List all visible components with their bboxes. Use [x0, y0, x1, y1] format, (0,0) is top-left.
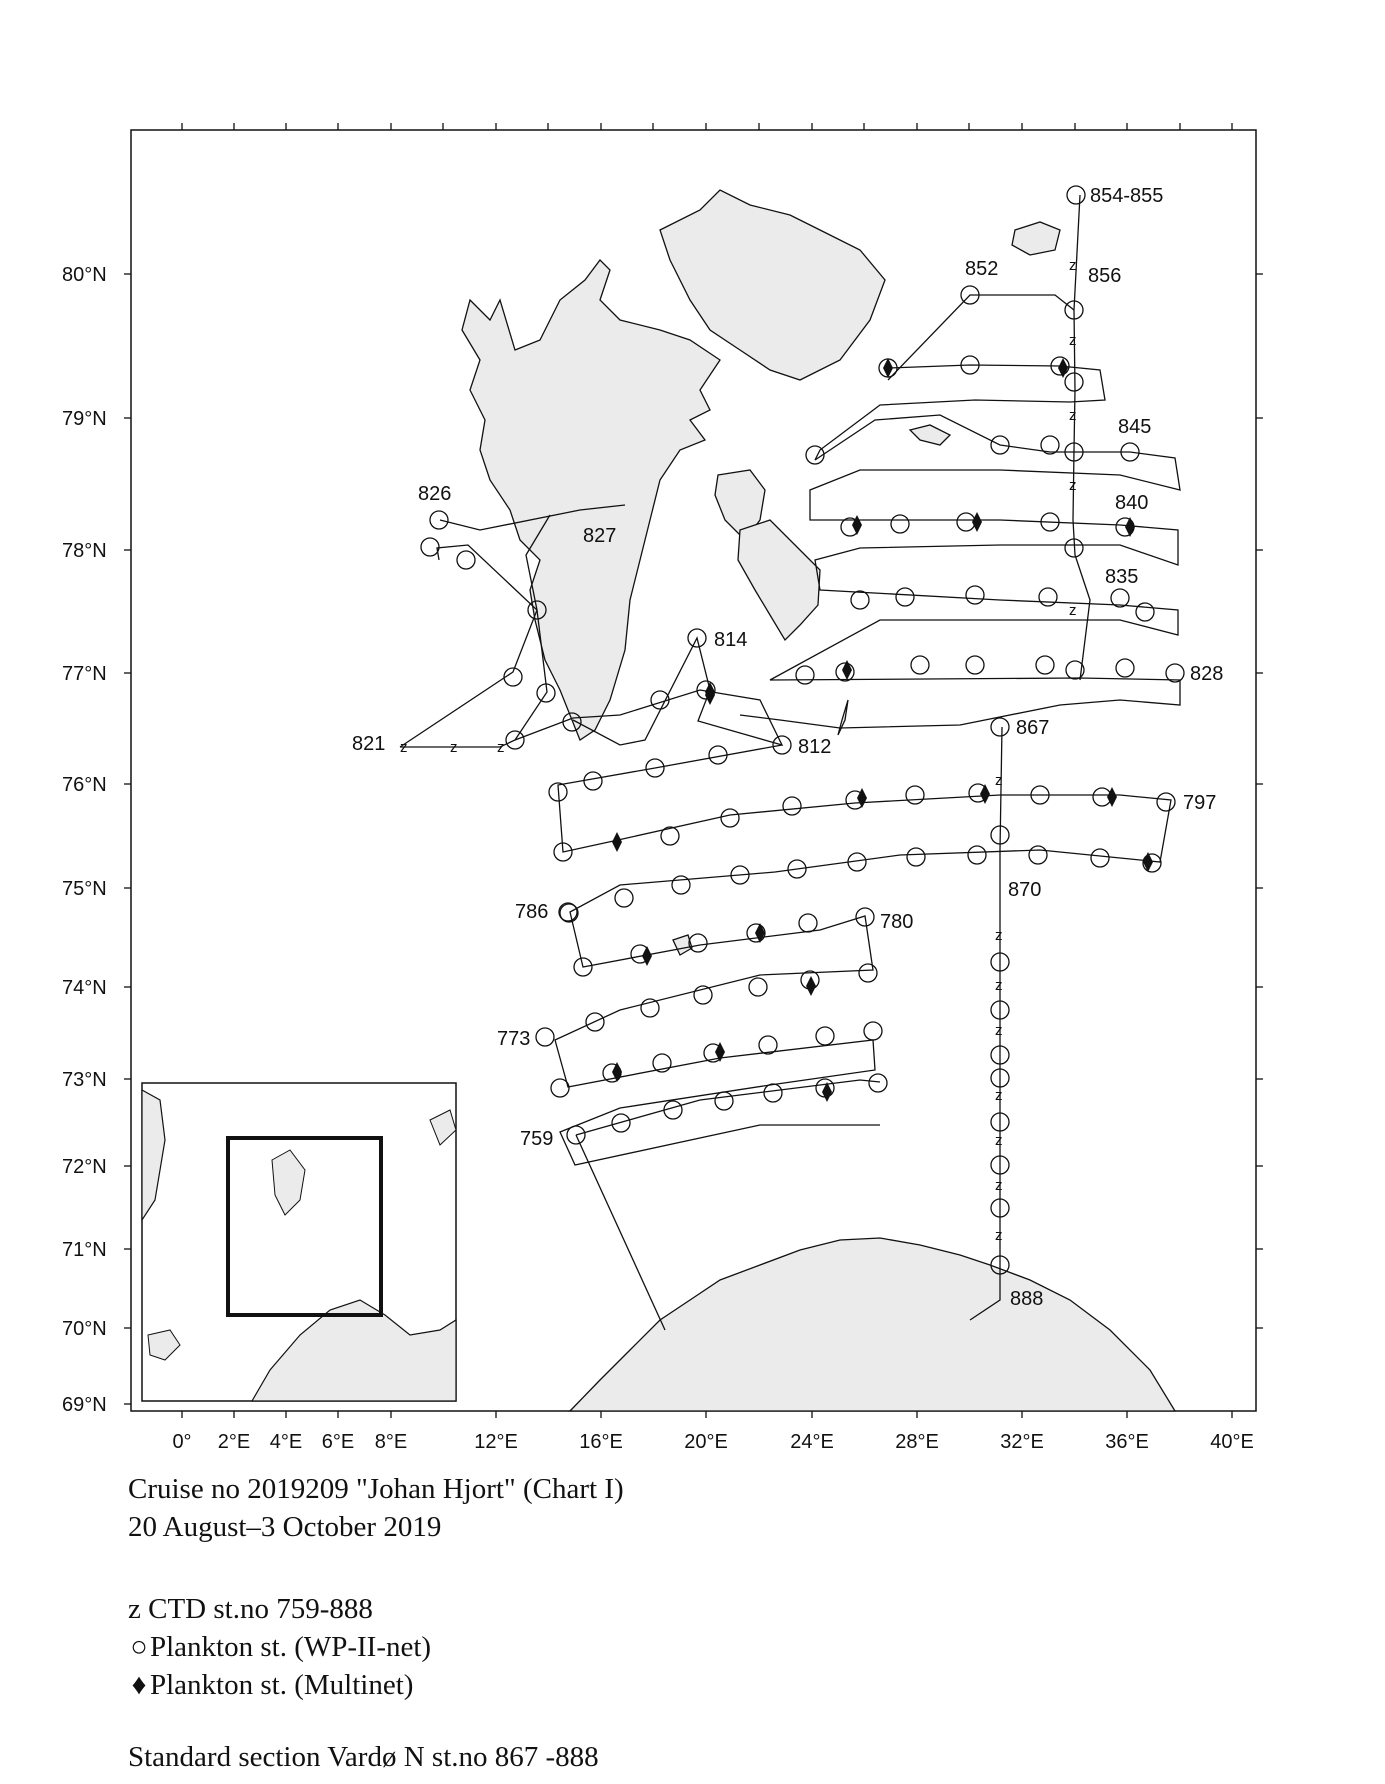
lat-label: 75°N [62, 878, 107, 900]
station-circle [991, 718, 1009, 736]
lon-label: 40°E [1210, 1431, 1254, 1453]
station-circle [1111, 589, 1129, 607]
ctd-z: z [1069, 477, 1077, 494]
station-circle [672, 876, 690, 894]
ctd-z: z [1069, 602, 1077, 619]
kvitoya [1012, 222, 1060, 255]
multinet-diamond [972, 512, 982, 532]
cruise-title: Cruise no 2019209 "Johan Hjort" (Chart I) [128, 1473, 624, 1505]
land [462, 190, 1175, 1411]
station-circle [1036, 656, 1054, 674]
ctd-z: z [995, 977, 1003, 994]
ctd-z: z [995, 1227, 1003, 1244]
multinet-diamond [612, 832, 622, 852]
lon-label: 16°E [579, 1431, 623, 1453]
ctd-z: z [995, 1177, 1003, 1194]
lat-label: 78°N [62, 540, 107, 562]
station-label: 867 [1016, 717, 1050, 739]
ctd-z: z [995, 927, 1003, 944]
circle-icon: ○ [130, 1631, 148, 1663]
station-circle [615, 889, 633, 907]
ctd-z: z [1069, 332, 1077, 349]
station-label: 827 [583, 525, 617, 547]
multinet-diamond [852, 515, 862, 535]
ctd-z: z [497, 739, 505, 756]
station-label: 856 [1088, 265, 1122, 287]
station-circle [851, 591, 869, 609]
lat-label: 70°N [62, 1318, 107, 1340]
lat-label: 76°N [62, 774, 107, 796]
lon-label: 4°E [269, 1431, 303, 1453]
legend-multinet: Plankton st. (Multinet) [150, 1669, 414, 1701]
station-circle [759, 1036, 777, 1054]
lon-label: 8°E [374, 1431, 408, 1453]
station-circle [1116, 659, 1134, 677]
track-79n [815, 365, 1105, 460]
station-label: 821 [352, 733, 386, 755]
lon-label: 24°E [790, 1431, 834, 1453]
multinet-diamond [1125, 517, 1135, 537]
edgeoya [738, 520, 820, 640]
station-circle [796, 666, 814, 684]
station-circle [612, 1114, 630, 1132]
multinet-diamond [883, 358, 893, 378]
multinet-diamond [806, 976, 816, 996]
station-circle [968, 846, 986, 864]
ctd-z: z [1069, 407, 1077, 424]
lon-label: 20°E [684, 1431, 728, 1453]
legend-wp2-row [128, 1628, 431, 1666]
lon-label: 12°E [474, 1431, 518, 1453]
station-label: 870 [1008, 879, 1042, 901]
station-circle [641, 999, 659, 1017]
station-circle [1029, 846, 1047, 864]
station-label: 835 [1105, 566, 1139, 588]
station-label: 826 [418, 483, 452, 505]
multinet-diamond [857, 788, 867, 808]
lat-label: 79°N [62, 408, 107, 430]
station-circle [584, 772, 602, 790]
station-circle [816, 1027, 834, 1045]
lat-label: 77°N [62, 663, 107, 685]
station-circle [551, 1079, 569, 1097]
longitude-labels [172, 1431, 1253, 1453]
station-circle [869, 1074, 887, 1092]
station-circle [864, 1022, 882, 1040]
ctd-z: z [995, 1132, 1003, 1149]
station-label: 786 [515, 901, 549, 923]
station-circle [1067, 186, 1085, 204]
lat-label: 72°N [62, 1156, 107, 1178]
station-circle [891, 515, 909, 533]
station-circle [689, 934, 707, 952]
station-circle [1091, 849, 1109, 867]
lat-label: 73°N [62, 1069, 107, 1091]
norway-coast [570, 1238, 1175, 1411]
station-circle [859, 964, 877, 982]
lon-label: 0° [172, 1431, 192, 1453]
multinet-diamond [755, 923, 765, 943]
ctd-z: z [450, 739, 458, 756]
station-circle [749, 978, 767, 996]
station-circle [1136, 603, 1154, 621]
track-to-coast [576, 1135, 665, 1330]
multinet-diamond [705, 685, 715, 705]
ctd-z: z [995, 1022, 1003, 1039]
lon-label: 6°E [321, 1431, 355, 1453]
footer-text: Standard section Vardø N st.no 867 -888 [128, 1741, 599, 1773]
station-circle [1039, 588, 1057, 606]
track-west [400, 545, 547, 747]
station-circle [896, 588, 914, 606]
station-circle [430, 511, 448, 529]
lon-label: 2°E [217, 1431, 251, 1453]
multinet-diamond [612, 1062, 622, 1082]
multinet-diamond [642, 946, 652, 966]
station-label: 759 [520, 1128, 554, 1150]
station-label: 797 [1183, 792, 1217, 814]
station-circle [966, 586, 984, 604]
legend-multinet-row [128, 1666, 431, 1704]
ctd-z: z [995, 1087, 1003, 1104]
cruise-dates: 20 August–3 October 2019 [128, 1511, 442, 1543]
legend-wp2: Plankton st. (WP-II-net) [150, 1631, 432, 1663]
station-label: 852 [965, 258, 999, 280]
station-label: 814 [714, 629, 748, 651]
station-circle [783, 797, 801, 815]
station-label: 845 [1118, 416, 1152, 438]
ctd-z: z [1069, 257, 1077, 274]
station-circle [1065, 373, 1083, 391]
station-label: 888 [1010, 1288, 1044, 1310]
station-label: 773 [497, 1028, 531, 1050]
hopen [838, 700, 848, 735]
ctd-z: z [400, 739, 408, 756]
lat-label: 80°N [62, 264, 107, 286]
station-circle [457, 551, 475, 569]
station-circle [421, 538, 439, 556]
station-circle [1041, 436, 1059, 454]
station-circle [560, 904, 578, 922]
station-circle [907, 848, 925, 866]
diamond-icon: ♦ [131, 1669, 147, 1701]
station-circle [911, 656, 929, 674]
standard-section-note [128, 1738, 599, 1776]
ctd-z: z [995, 772, 1003, 789]
station-circle [536, 1028, 554, 1046]
station-circle [799, 914, 817, 932]
lat-label: 74°N [62, 977, 107, 999]
station-circle [1157, 793, 1175, 811]
station-circle [906, 786, 924, 804]
inset-map [142, 1083, 456, 1401]
station-circle [661, 827, 679, 845]
station-circle [806, 446, 824, 464]
station-circle [764, 1084, 782, 1102]
station-circle [715, 1092, 733, 1110]
station-label: 840 [1115, 492, 1149, 514]
station-label: 854-855 [1090, 185, 1164, 207]
station-label: 828 [1190, 663, 1224, 685]
station-circle [721, 809, 739, 827]
station-label: 780 [880, 911, 914, 933]
lat-label: 69°N [62, 1394, 107, 1416]
station-circle [966, 656, 984, 674]
lon-label: 32°E [1000, 1431, 1044, 1453]
legend [128, 1590, 431, 1704]
track-821 [400, 515, 550, 747]
station-label: 812 [798, 736, 832, 758]
lon-label: 28°E [895, 1431, 939, 1453]
latitude-labels [62, 264, 107, 1416]
lon-label: 36°E [1105, 1431, 1149, 1453]
kong-karls-land [910, 425, 950, 445]
chart-caption [128, 1470, 624, 1546]
lat-label: 71°N [62, 1239, 107, 1261]
legend-ctd: z CTD st.no 759-888 [128, 1593, 373, 1625]
